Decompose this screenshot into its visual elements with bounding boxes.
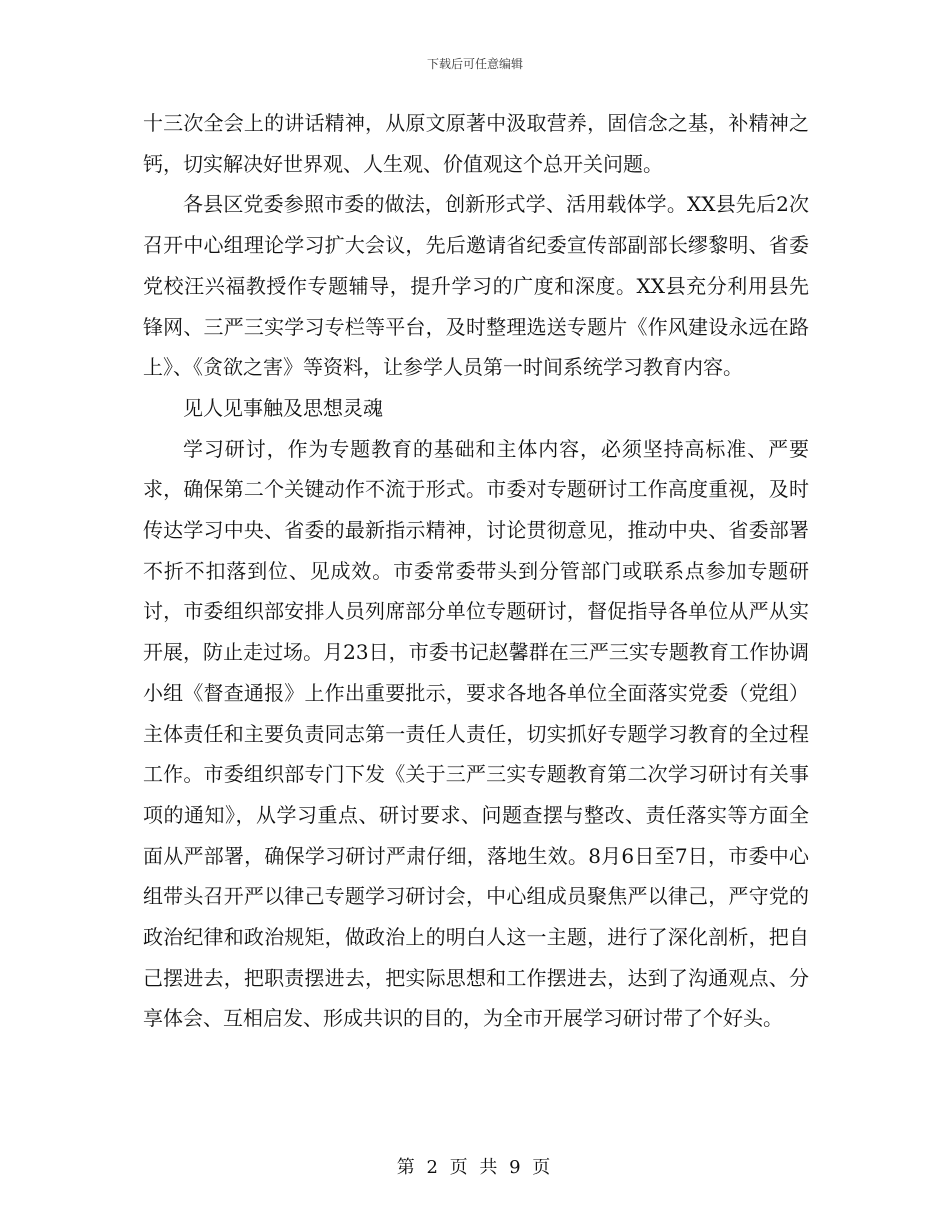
document-body xyxy=(143,103,809,1039)
paragraph-2: 各县区党委参照市委的做法，创新形式学、活用载体学。XX县先后2次召开中心组理论学习扩大会议，先后邀请省纪委宣传部副部长缪黎明、省委党校汪兴福教授作专题辅导，提升学习的广度和深度。XX县充分利用县先锋网、三严三实学习专栏等平台，及时整理选送专题片《作风建设永远在路上》、《贪欲之害》等资料，让参学人员第一时间系统学习教育内容。 xyxy=(143,192,809,380)
paragraph-3: 学习研讨，作为专题教育的基础和主体内容，必须坚持高标准、严要求，确保第二个关键动作不流于形式。市委对专题研讨工作高度重视，及时传达学习中央、省委的最新指示精神，讨论贯彻意见，推动中央、省委部署不折不扣落到位、见成效。市委常委带头到分管部门或联系点参加专题研讨，市委组织部安排人员列席部分单位专题研讨，督促指导各单位从严从实开展，防止走过场。月23日，市委书记赵馨群在三严三实专题教育工作协调小组《督查通报》上作出重要批示，要求各地各单位全面落实党委（党组）主体责任和主要负责同志第一责任人责任，切实抓好专题学习教育的全过程工作。市委组织部专门下发《关于三严三实专题教育第二次学习研讨有关事项的通知》，从学习重点、研讨要求、问题查摆与整改、责任落实等方面全面从严部署，确保学习研讨严肃仔细，落地生效。8月6日至7日，市委中心组带头召开严以律己专题学习研讨会，中心组成员聚焦严以律己，严守党的政治纪律和政治规矩，做政治上的明白人这一主题，进行了深化剖析，把自己摆进去，把职责摆进去，把实际思想和工作摆进去，达到了沟通观点、分享体会、互相启发、形成共识的目的，为全市开展学习研讨带了个好头。 xyxy=(143,436,809,1031)
page-header: 下载后可任意编辑 xyxy=(426,57,523,71)
page-number-footer: 第 2 页 共 9 页 xyxy=(396,1157,554,1178)
paragraph-1: 十三次全会上的讲话精神，从原文原著中汲取营养，固信念之基，补精神之钙，切实解决好世界观、人生观、价值观这个总开关问题。 xyxy=(143,111,809,176)
section-heading: 见人见事触及思想灵魂 xyxy=(183,395,383,420)
